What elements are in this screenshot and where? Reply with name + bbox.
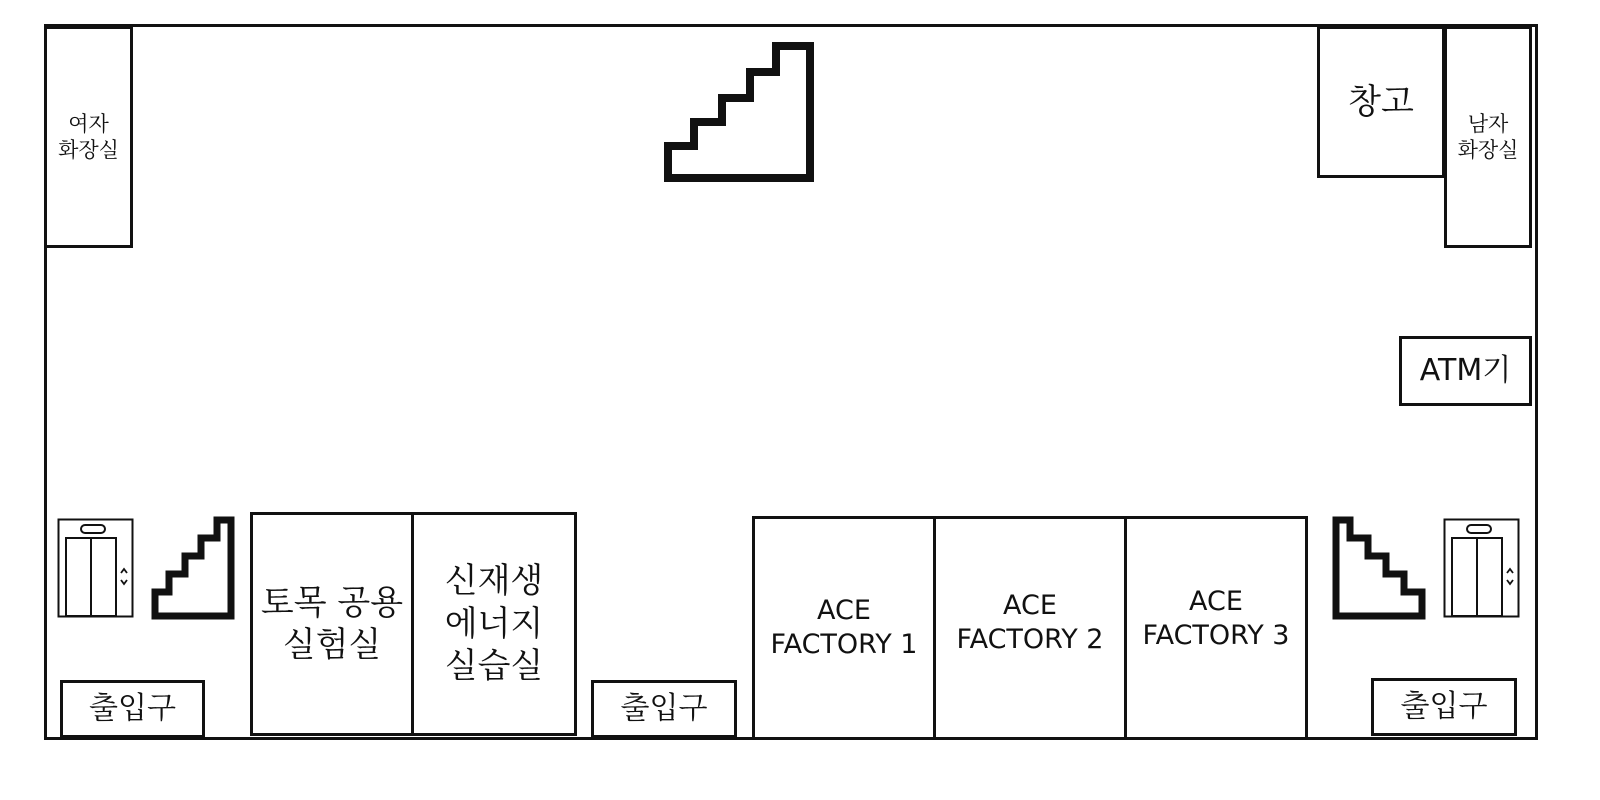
room-civil-lab[interactable] bbox=[250, 512, 414, 736]
room-storage[interactable] bbox=[1317, 26, 1445, 178]
room-ace-factory-2[interactable] bbox=[933, 516, 1127, 740]
room-ace-factory-1-label: ACE FACTORY 1 bbox=[770, 595, 918, 660]
room-ace-factory-2-label: ACE FACTORY 2 bbox=[956, 590, 1104, 655]
room-renewable-lab[interactable] bbox=[411, 512, 577, 736]
room-civil-lab-label: 토목 공용 실험실 bbox=[260, 582, 404, 665]
room-ace-factory-3-label: ACE FACTORY 3 bbox=[1142, 586, 1290, 651]
entrance-center-label: 출입구 bbox=[620, 691, 708, 727]
elevator-icon bbox=[1443, 518, 1521, 618]
room-storage-label: 창고 bbox=[1348, 81, 1414, 122]
room-men-restroom-label: 남자 화장실 bbox=[1457, 111, 1519, 162]
entrance-right-label: 출입구 bbox=[1400, 689, 1488, 725]
room-atm-label: ATM기 bbox=[1419, 353, 1512, 389]
entrance-right[interactable] bbox=[1371, 678, 1517, 736]
entrance-center[interactable] bbox=[591, 680, 737, 738]
room-men-restroom[interactable] bbox=[1444, 26, 1532, 248]
room-ace-factory-1[interactable] bbox=[752, 516, 936, 740]
stairs-icon bbox=[1332, 516, 1428, 620]
room-women-restroom-label: 여자 화장실 bbox=[58, 111, 119, 162]
elevator-icon bbox=[57, 518, 135, 618]
entrance-left[interactable] bbox=[60, 680, 205, 738]
entrance-left-label: 출입구 bbox=[89, 691, 176, 727]
stairs-icon bbox=[151, 516, 235, 620]
room-atm[interactable] bbox=[1399, 336, 1532, 406]
stairs-icon bbox=[664, 42, 814, 182]
room-ace-factory-3[interactable] bbox=[1124, 516, 1308, 740]
room-renewable-lab-label: 신재생 에너지 실습실 bbox=[444, 561, 544, 687]
room-women-restroom[interactable] bbox=[44, 26, 133, 248]
